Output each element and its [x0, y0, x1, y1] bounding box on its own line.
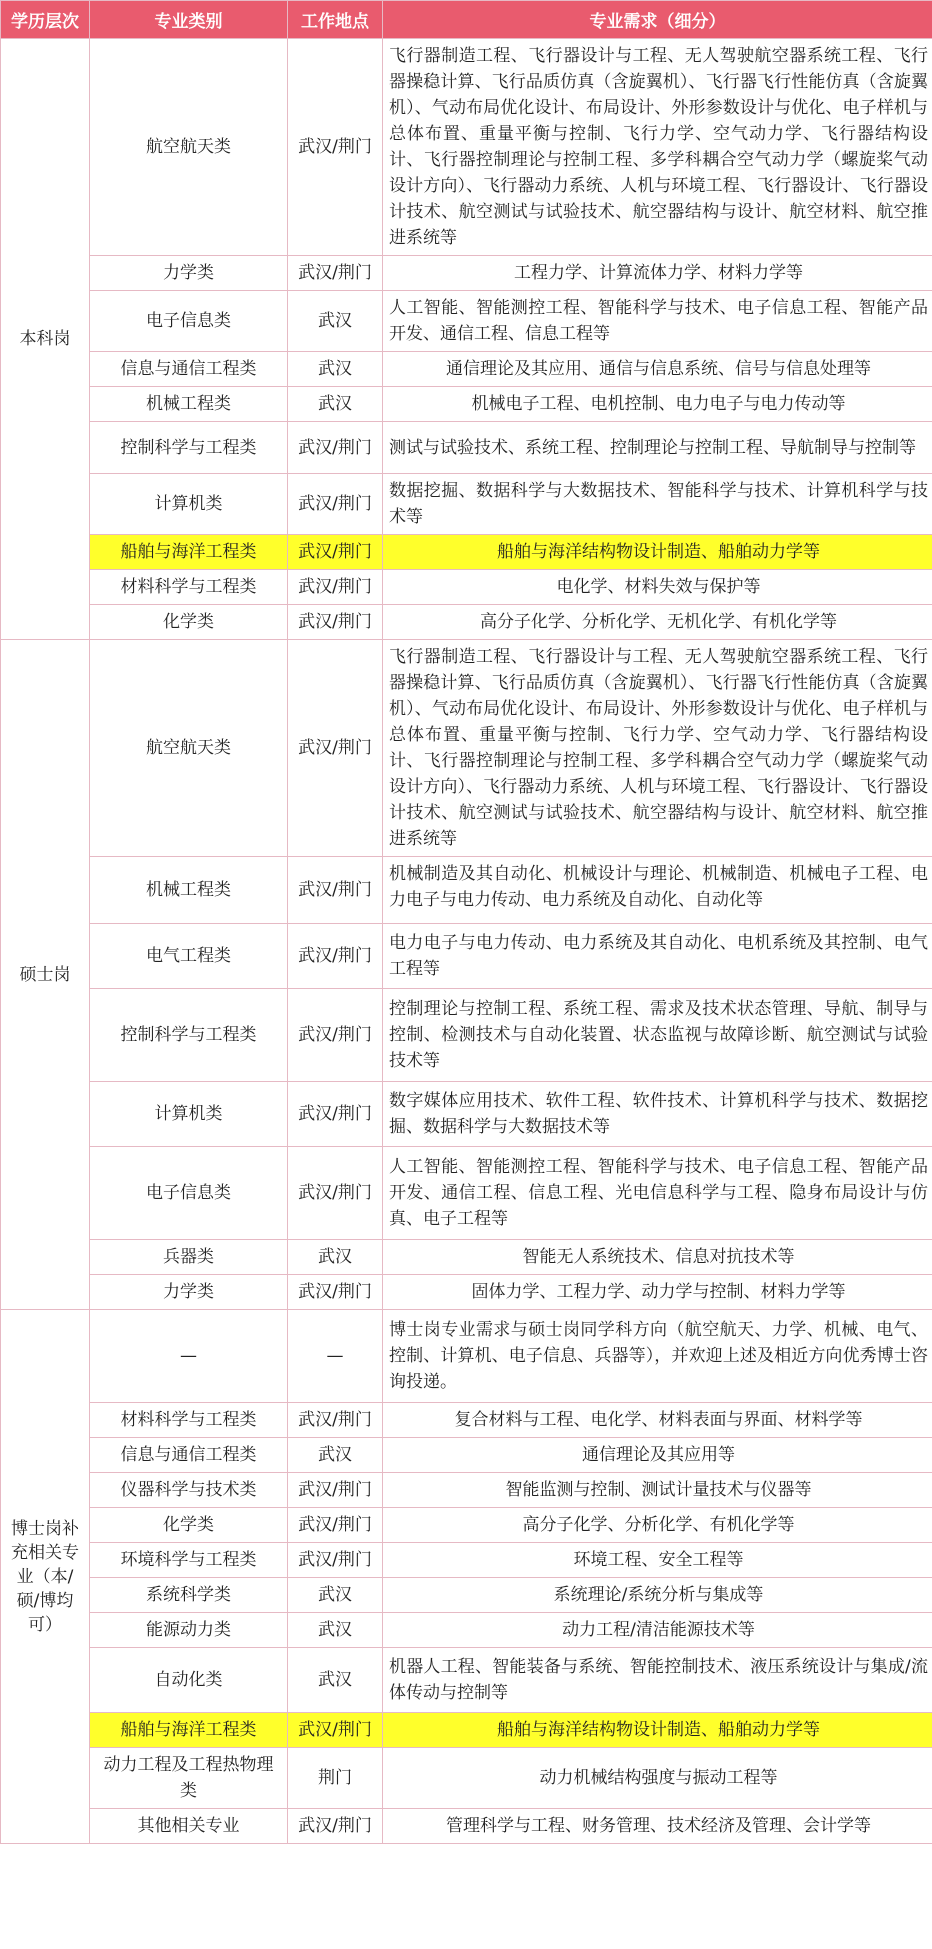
category-cell: 计算机类: [90, 1082, 288, 1147]
category-cell: 仪器科学与技术类: [90, 1473, 288, 1508]
table-row: [1, 857, 932, 924]
location-cell: 武汉: [288, 1438, 383, 1473]
table-row: [1, 924, 932, 989]
requirement-cell: 博士岗专业需求与硕士岗同学科方向（航空航天、力学、机械、电气、控制、计算机、电子信息、兵器等），并欢迎上述及相近方向优秀博士咨询投递。: [383, 1310, 932, 1403]
requirement-cell: 工程力学、计算流体力学、材料力学等: [383, 256, 932, 291]
category-cell: —: [90, 1310, 288, 1403]
table-row: [1, 1082, 932, 1147]
location-cell: 武汉/荆门: [288, 1403, 383, 1438]
table-row: [1, 1275, 932, 1310]
table-row-highlighted: [1, 535, 932, 570]
category-cell: 机械工程类: [90, 387, 288, 422]
requirement-cell: 高分子化学、分析化学、无机化学、有机化学等: [383, 605, 932, 640]
location-cell: 武汉/荆门: [288, 640, 383, 857]
table-row-highlighted: [1, 1713, 932, 1748]
category-cell: 航空航天类: [90, 39, 288, 256]
requirement-cell: 通信理论及其应用等: [383, 1438, 932, 1473]
category-cell: 船舶与海洋工程类: [90, 1713, 288, 1748]
requirement-cell: 人工智能、智能测控工程、智能科学与技术、电子信息工程、智能产品开发、通信工程、信息工程等: [383, 291, 932, 352]
table-row: [1, 387, 932, 422]
location-cell: 武汉/荆门: [288, 1508, 383, 1543]
location-cell: 武汉/荆门: [288, 1473, 383, 1508]
location-cell: 武汉: [288, 352, 383, 387]
table-row: [1, 1578, 932, 1613]
location-cell: 荆门: [288, 1748, 383, 1809]
location-cell: 武汉/荆门: [288, 256, 383, 291]
requirement-cell: 飞行器制造工程、飞行器设计与工程、无人驾驶航空器系统工程、飞行器操稳计算、飞行品质仿真（含旋翼机）、飞行器飞行性能仿真（含旋翼机）、气动布局优化设计、布局设计、外形参数设计与优化、电子样机与总体布置、重量平衡与控制、飞行力学、空气动力学、飞行器结构设计、飞行器控制理论与控制工程、多学科耦合空气动力学（螺旋桨气动设计方向）、飞行器动力系统、人机与环境工程、飞行器设计、飞行器设计技术、航空测试与试验技术、航空器结构与设计、航空材料、航空推进系统等: [383, 39, 932, 256]
requirement-cell: 飞行器制造工程、飞行器设计与工程、无人驾驶航空器系统工程、飞行器操稳计算、飞行品质仿真（含旋翼机）、飞行器飞行性能仿真（含旋翼机）、气动布局优化设计、布局设计、外形参数设计与优化、电子样机与总体布置、重量平衡与控制、飞行力学、空气动力学、飞行器结构设计、飞行器控制理论与控制工程、多学科耦合空气动力学（螺旋桨气动设计方向）、飞行器动力系统、人机与环境工程、飞行器设计、飞行器设计技术、航空测试与试验技术、航空器结构与设计、航空材料、航空推进系统等: [383, 640, 932, 857]
location-cell: 武汉/荆门: [288, 422, 383, 474]
location-cell: 武汉: [288, 1240, 383, 1275]
category-cell: 力学类: [90, 1275, 288, 1310]
education-level-cell: 本科岗: [1, 39, 90, 640]
location-cell: 武汉/荆门: [288, 1082, 383, 1147]
category-cell: 电气工程类: [90, 924, 288, 989]
requirement-cell: 数据挖掘、数据科学与大数据技术、智能科学与技术、计算机科学与技术等: [383, 474, 932, 535]
location-cell: 武汉/荆门: [288, 1713, 383, 1748]
category-cell: 材料科学与工程类: [90, 1403, 288, 1438]
location-cell: 武汉: [288, 1613, 383, 1648]
category-cell: 力学类: [90, 256, 288, 291]
category-cell: 电子信息类: [90, 291, 288, 352]
requirement-cell: 电力电子与电力传动、电力系统及其自动化、电机系统及其控制、电气工程等: [383, 924, 932, 989]
requirement-cell: 数字媒体应用技术、软件工程、软件技术、计算机科学与技术、数据挖掘、数据科学与大数据技术等: [383, 1082, 932, 1147]
location-cell: 武汉/荆门: [288, 1275, 383, 1310]
location-cell: 武汉: [288, 387, 383, 422]
location-cell: 武汉/荆门: [288, 605, 383, 640]
location-cell: 武汉/荆门: [288, 924, 383, 989]
header-row: [1, 1, 932, 39]
table-row: [1, 640, 932, 857]
category-cell: 航空航天类: [90, 640, 288, 857]
table-row: [1, 474, 932, 535]
table-row: [1, 1508, 932, 1543]
table-row: [1, 1147, 932, 1240]
requirement-cell: 船舶与海洋结构物设计制造、船舶动力学等: [383, 1713, 932, 1748]
requirement-cell: 智能监测与控制、测试计量技术与仪器等: [383, 1473, 932, 1508]
location-cell: 武汉/荆门: [288, 857, 383, 924]
requirement-cell: 测试与试验技术、系统工程、控制理论与控制工程、导航制导与控制等: [383, 422, 932, 474]
category-cell: 能源动力类: [90, 1613, 288, 1648]
category-cell: 电子信息类: [90, 1147, 288, 1240]
requirement-cell: 环境工程、安全工程等: [383, 1543, 932, 1578]
requirement-cell: 智能无人系统技术、信息对抗技术等: [383, 1240, 932, 1275]
requirement-cell: 动力工程/清洁能源技术等: [383, 1613, 932, 1648]
header-work-location: 工作地点: [288, 1, 383, 39]
table-row: [1, 256, 932, 291]
category-cell: 计算机类: [90, 474, 288, 535]
location-cell: 武汉/荆门: [288, 570, 383, 605]
location-cell: 武汉/荆门: [288, 1543, 383, 1578]
education-level-cell: 博士岗补充相关专业（本/硕/博均可）: [1, 1310, 90, 1844]
table-row: [1, 39, 932, 256]
table-row: [1, 291, 932, 352]
table-row: [1, 1748, 932, 1809]
table-row: [1, 1648, 932, 1713]
header-major-category: 专业类别: [90, 1, 288, 39]
requirement-cell: 复合材料与工程、电化学、材料表面与界面、材料学等: [383, 1403, 932, 1438]
table-row: [1, 1310, 932, 1403]
requirement-cell: 固体力学、工程力学、动力学与控制、材料力学等: [383, 1275, 932, 1310]
table-row: [1, 422, 932, 474]
requirement-cell: 船舶与海洋结构物设计制造、船舶动力学等: [383, 535, 932, 570]
table-row: [1, 570, 932, 605]
category-cell: 信息与通信工程类: [90, 1438, 288, 1473]
table-row: [1, 989, 932, 1082]
requirement-cell: 系统理论/系统分析与集成等: [383, 1578, 932, 1613]
category-cell: 动力工程及工程热物理类: [90, 1748, 288, 1809]
requirement-cell: 高分子化学、分析化学、有机化学等: [383, 1508, 932, 1543]
category-cell: 化学类: [90, 605, 288, 640]
table-row: [1, 1809, 932, 1844]
header-major-requirements: 专业需求（细分）: [383, 1, 932, 39]
requirement-cell: 机械电子工程、电机控制、电力电子与电力传动等: [383, 387, 932, 422]
requirement-cell: 电化学、材料失效与保护等: [383, 570, 932, 605]
category-cell: 化学类: [90, 1508, 288, 1543]
location-cell: 武汉/荆门: [288, 535, 383, 570]
location-cell: 武汉/荆门: [288, 1147, 383, 1240]
location-cell: 武汉/荆门: [288, 989, 383, 1082]
requirement-cell: [383, 857, 932, 924]
requirement-cell: 管理科学与工程、财务管理、技术经济及管理、会计学等: [383, 1809, 932, 1844]
category-cell: 自动化类: [90, 1648, 288, 1713]
education-level-cell: 硕士岗: [1, 640, 90, 1310]
table-row: [1, 1473, 932, 1508]
table-row: [1, 1438, 932, 1473]
category-cell: 系统科学类: [90, 1578, 288, 1613]
category-cell: 兵器类: [90, 1240, 288, 1275]
location-cell: 武汉: [288, 1648, 383, 1713]
location-cell: —: [288, 1310, 383, 1403]
requirement-cell: 机器人工程、智能装备与系统、智能控制技术、液压系统设计与集成/流体传动与控制等: [383, 1648, 932, 1713]
table-row: [1, 352, 932, 387]
category-cell: 控制科学与工程类: [90, 422, 288, 474]
requirement-cell: 通信理论及其应用、通信与信息系统、信号与信息处理等: [383, 352, 932, 387]
requirement-text: 机械制造及其自动化、机械设计与理论、机械制造、机械电子工程、电力电子与电力传动、电力系统及自动化、自动化等: [389, 864, 928, 910]
category-cell: 其他相关专业: [90, 1809, 288, 1844]
table-row: [1, 1613, 932, 1648]
requirement-cell: 人工智能、智能测控工程、智能科学与技术、电子信息工程、智能产品开发、通信工程、信息工程、光电信息科学与工程、隐身布局设计与仿真、电子工程等: [383, 1147, 932, 1240]
location-cell: 武汉/荆门: [288, 39, 383, 256]
category-cell: 机械工程类: [90, 857, 288, 924]
location-cell: 武汉: [288, 1578, 383, 1613]
category-cell: 材料科学与工程类: [90, 570, 288, 605]
category-cell: 船舶与海洋工程类: [90, 535, 288, 570]
category-cell: 环境科学与工程类: [90, 1543, 288, 1578]
requirement-cell: 动力机械结构强度与振动工程等: [383, 1748, 932, 1809]
header-education-level: 学历层次: [1, 1, 90, 39]
table-row: [1, 1240, 932, 1275]
location-cell: 武汉/荆门: [288, 474, 383, 535]
requirement-cell: 控制理论与控制工程、系统工程、需求及技术状态管理、导航、制导与控制、检测技术与自动化装置、状态监视与故障诊断、航空测试与试验技术等: [383, 989, 932, 1082]
table-row: [1, 1403, 932, 1438]
table-row: [1, 1543, 932, 1578]
location-cell: 武汉: [288, 291, 383, 352]
category-cell: 控制科学与工程类: [90, 989, 288, 1082]
table-row: [1, 605, 932, 640]
location-cell: 武汉/荆门: [288, 1809, 383, 1844]
category-cell: 信息与通信工程类: [90, 352, 288, 387]
